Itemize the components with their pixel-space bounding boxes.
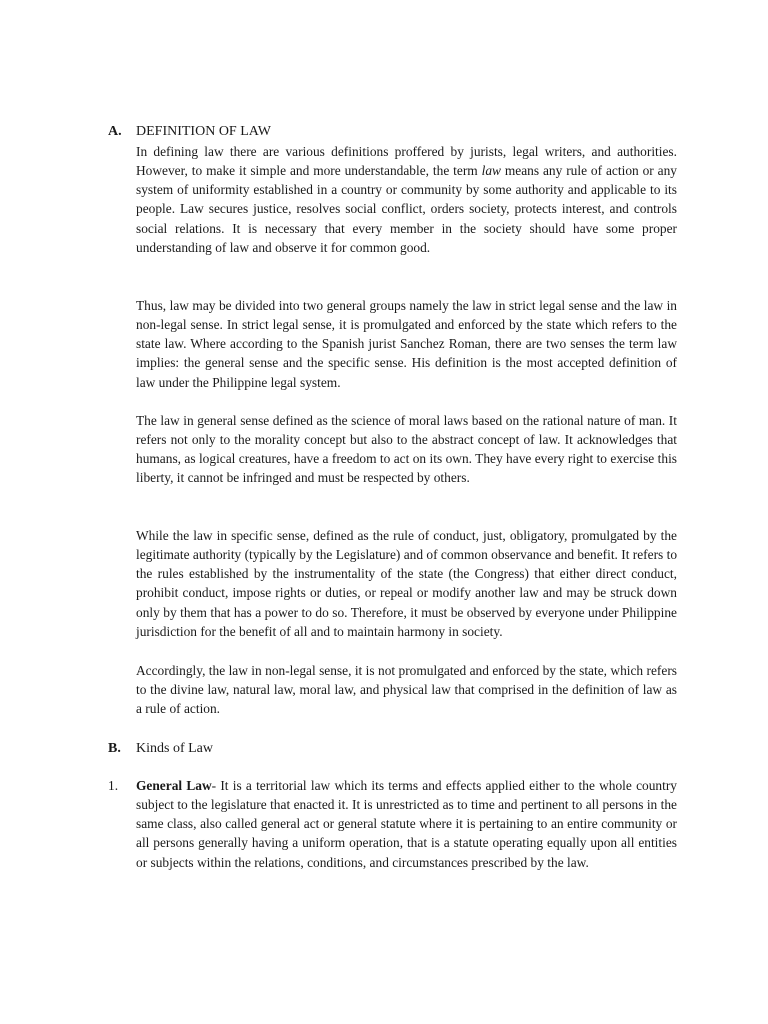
paragraph-non-legal-sense: Accordingly, the law in non-legal sense, it is not promulgated and enforced by the state, which refers to the divine law, natural law, moral law, and physical law that comprised in the definition of law as a rule of action.: [136, 663, 677, 717]
section-b-marker: B.: [108, 741, 121, 756]
list-item-text: - It is a territorial law which its terms and effects applied either to the whole country subject to the legislature that enacted it. It is unrestricted as to time and pertinent to all persons in the same class, also called general act or general statute where it is pertaining to an entire community or all persons generally having a uniform operation, that is a statute operating equally upon all entities or subjects within the relations, conditions, and circumstances prescribed by the law.: [136, 778, 677, 870]
list-item-term: General Law: [136, 778, 212, 793]
paragraph-general-sense: The law in general sense defined as the science of moral laws based on the rational nature of man. It refers not only to the morality concept but also to the abstract concept of law. It acknowledges that humans, as logical creatures, have a freedom to act on its own. They have every right to exercise this liberty, it cannot be infringed and must be respected by others.: [136, 413, 677, 486]
section-b-heading: [108, 739, 213, 758]
section-a-heading: [108, 122, 271, 141]
list-item-number: 1.: [108, 778, 119, 793]
paragraph-two-groups: Thus, law may be divided into two general groups namely the law in strict legal sense and the law in non-legal sense. In strict legal sense, it is promulgated and enforced by the state which refers to the state law. Where according to the Spanish jurist Sanchez Roman, there are two senses the term law implies: the general sense and the specific sense. His definition is the most accepted definition of law under the Philippine legal system.: [136, 298, 677, 390]
paragraph-definition: [136, 142, 677, 257]
list-item: [108, 776, 677, 872]
paragraph-specific-sense: While the law in specific sense, defined as the rule of conduct, just, obligatory, promulgated by the legitimate authority (typically by the Legislature) and of common observance and benefit. It refers to the rules established by the instrumentality of the state (the Congress) that either direct conduct, prohibit conduct, impose rights or duties, or repeal or modify another law and may be struck down only by them that has a power to do so. Therefore, it must be observed by everyone under Philippine jurisdiction for the benefit of all and to maintain harmony in society.: [136, 528, 678, 639]
section-a-marker: A.: [108, 124, 122, 139]
italic-term-law: law: [481, 163, 501, 179]
paragraph-definition-start: In defining law there are various definitions proffered by jurists, legal writers, and authorities. However, to make it simple and more understandable, the term: [136, 144, 677, 179]
list-item-body: [136, 776, 677, 872]
section-a-title: DEFINITION OF LAW: [136, 124, 271, 139]
paragraph-definition-end: means any rule of action or any system of uniformity established in a country or community by some authority and applicable to its people. Law secures justice, resolves social conflict, orders society, protects interest, and controls social relations. It is necessary that every member in the society should have some proper understanding of law and observe it for common good.: [136, 163, 677, 255]
section-b-title: Kinds of Law: [136, 741, 213, 756]
